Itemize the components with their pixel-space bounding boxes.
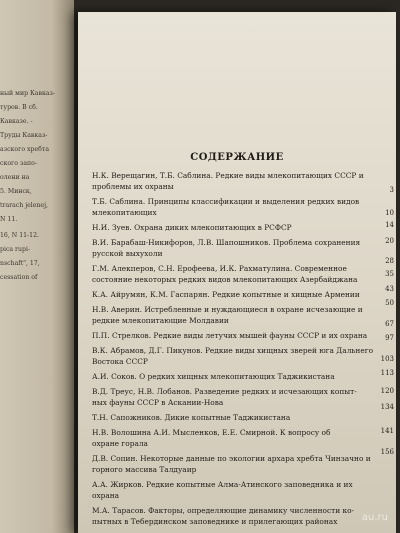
contents-entry: пытных в Тебердинском заповеднике и прилегающих районах (92, 517, 338, 526)
entry-page-number: 134 (380, 403, 394, 411)
facing-page-line: 5. Минск, (0, 188, 32, 195)
facing-page-line: азского хребта (0, 146, 50, 153)
entry-page-number: 141 (380, 427, 394, 435)
entry-page-number: 43 (385, 285, 394, 293)
entry-page-number: 14 (385, 221, 394, 229)
entry-page-number: 97 (385, 334, 394, 342)
contents-entry: ных фауны СССР в Аскании-Нова (92, 398, 224, 407)
contents-entry: состояние некоторых редких видов млекопитающих Азербайджана (92, 275, 358, 284)
entry-page-number: 156 (380, 448, 394, 456)
entry-page-number: 50 (385, 299, 394, 307)
facing-page-line: ный мир Кавказ- (0, 90, 55, 97)
facing-page-line: Труды Кавказ- (0, 132, 48, 139)
contents-entry: А.А. Жирков. Редкие копытные Алма-Атинского заповедника и их (92, 480, 353, 489)
facing-page-line: ского запо- (0, 160, 37, 167)
contents-entry: Г.М. Алекперов, С.Н. Ерофеева, И.К. Рахматулина. Современное (92, 264, 347, 273)
entry-page-number: 10 (385, 209, 394, 217)
contents-entry: Т.Н. Сапожников. Дикие копытные Таджикистана (92, 413, 291, 422)
facing-page-line: nschaft", 17, (0, 260, 40, 267)
contents-entry: Д.В. Сопин. Некоторые данные по экологии архара хребта Чинзачно и (92, 454, 371, 463)
facing-page (0, 0, 74, 533)
contents-entry: Т.Б. Саблина. Принципы классификации и выделения редких видов (92, 197, 360, 206)
contents-entry: горного массива Талдуаир (92, 465, 197, 474)
contents-entry: млекопитающих (92, 208, 157, 217)
entry-page-number: 67 (385, 320, 394, 328)
contents-entry: В.И. Барабаш-Никифоров, Л.В. Шапошников. Проблема сохранения (92, 238, 361, 247)
contents-entry: редкие млекопитающие Молдавии (92, 316, 229, 325)
entry-page-number: 120 (380, 387, 394, 395)
facing-page-line: N 11. (0, 216, 18, 223)
contents-entry: Востока СССР (92, 357, 148, 366)
facing-page-line: олени на (0, 174, 30, 181)
contents-entry: проблемы их охраны (92, 182, 174, 191)
facing-page-line: trarach jelenej, (0, 202, 48, 209)
contents-entry: русской выхухоли (92, 249, 163, 258)
entry-page-number: 113 (380, 369, 394, 377)
contents-entry: А.И. Соков. О редких хищных млекопитающих Таджикистана (92, 372, 335, 381)
watermark: au.ru (361, 512, 388, 523)
facing-page-line: Кавказе. - (0, 118, 33, 125)
contents-entry: В.Д. Треус, Н.В. Лобанов. Разведение редких и исчезающих копыт- (92, 387, 357, 396)
page-number (78, 28, 396, 42)
contents-entry: Н.К. Верещагин, Т.Б. Саблина. Редкие виды млекопитающих СССР и (92, 171, 364, 180)
facing-page-line: pica rupi- (0, 246, 31, 253)
facing-page-line: туров. В сб. (0, 104, 38, 111)
contents-entry: В.К. Абрамов, Д.Г. Пикунов. Редкие виды хищных зверей юга Дальнего (92, 346, 374, 355)
contents-entry: Н.И. Зуев. Охрана диких млекопитающих в РСФСР (92, 223, 292, 232)
contents-title: СОДЕРЖАНИЕ (190, 152, 284, 163)
entry-page-number: 20 (385, 237, 394, 245)
contents-entry: Н.В. Волошина А.И. Мысленков, Е.Е. Смирной. К вопросу об (92, 428, 331, 437)
contents-entry: К.А. Айрумян, К.М. Гаспарян. Редкие копытные и хищные Армении (92, 290, 360, 299)
contents-entry: М.А. Тарасов. Факторы, определяющие динамику численности ко- (92, 506, 355, 515)
contents-entry: П.П. Стрелков. Редкие виды летучих мышей фауны СССР и их охрана (92, 331, 368, 340)
entry-page-number: 28 (385, 257, 394, 265)
facing-page-line: cessation of (0, 274, 38, 281)
facing-page-line: 16, N 11-12. (0, 232, 39, 239)
entry-page-number: 3 (389, 186, 394, 194)
entry-page-number: 103 (380, 355, 394, 363)
contents-entry: охране горала (92, 439, 148, 448)
contents-entry: Н.В. Аверин. Истребленные и нуждающиеся в охране исчезающие и (92, 305, 363, 314)
contents-entry: охрана (92, 491, 120, 500)
entry-page-number: 35 (385, 270, 394, 278)
